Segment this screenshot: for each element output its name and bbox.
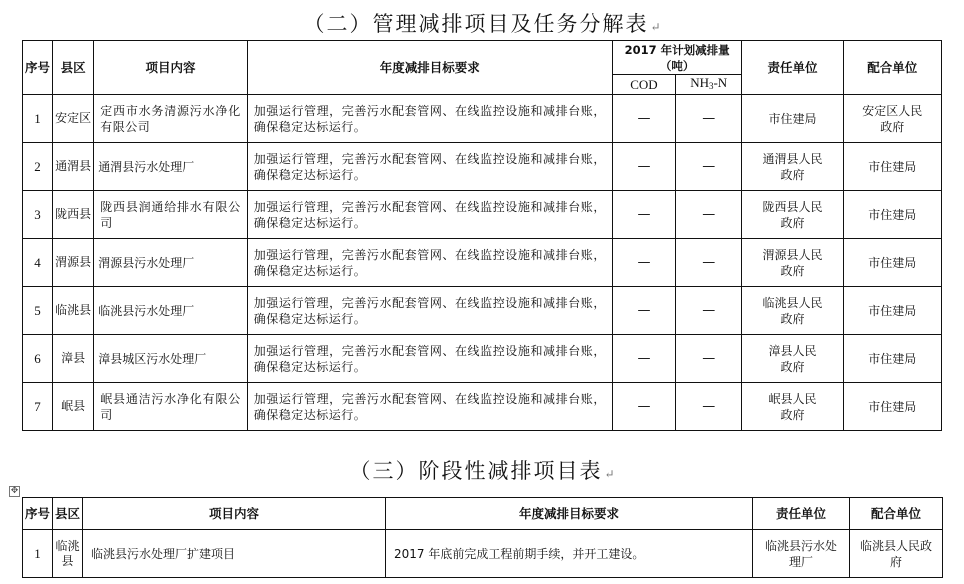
header-nh3n: $NH_3-N$ (676, 75, 742, 95)
header-project: 项目内容 (94, 41, 247, 95)
section3-title: （三）阶段性减排项目表 ↵ (349, 459, 615, 483)
row-cooperating: 市住建局 (843, 335, 941, 383)
row-nh3n: — (676, 239, 742, 287)
row-no: 7 (23, 383, 53, 431)
row-county: 漳县 (53, 335, 94, 383)
row-responsible: 通渭县人民政府 (742, 143, 843, 191)
row-no: 5 (23, 287, 53, 335)
row-project: 定西市水务清源污水净化有限公司 (94, 95, 247, 143)
header-county: 县区 (53, 498, 83, 530)
table-row (23, 95, 942, 143)
row-nh3n: — (676, 143, 742, 191)
header-county: 县区 (53, 41, 94, 95)
row-nh3n: — (676, 191, 742, 239)
row-no: 1 (23, 95, 53, 143)
table-row (23, 239, 942, 287)
row-no: 6 (23, 335, 53, 383)
row-cod: — (612, 191, 675, 239)
section2-title: （二）管理减排项目及任务分解表 ↵ (303, 12, 661, 36)
header-responsible: 责任单位 (742, 41, 843, 95)
row-no: 1 (23, 530, 53, 578)
table-row (23, 335, 942, 383)
row-cod: — (612, 383, 675, 431)
row-nh3n: — (676, 335, 742, 383)
row-county: 通渭县 (53, 143, 94, 191)
paragraph-mark-icon: ↵ (650, 20, 661, 34)
row-no: 2 (23, 143, 53, 191)
row-project: 渭源县污水处理厂 (94, 239, 247, 287)
table-row (23, 191, 942, 239)
row-target: 加强运行管理，完善污水配套管网、在线监控设施和减排台账，确保稳定达标运行。 (247, 191, 612, 239)
row-target: 加强运行管理，完善污水配套管网、在线监控设施和减排台账，确保稳定达标运行。 (247, 239, 612, 287)
row-cod: — (612, 335, 675, 383)
row-cooperating: 安定区人民政府 (843, 95, 941, 143)
row-target: 加强运行管理，完善污水配套管网、在线监控设施和减排台账，确保稳定达标运行。 (247, 287, 612, 335)
row-cod: — (612, 239, 675, 287)
row-cod: — (612, 95, 675, 143)
row-responsible: 渭源县人民政府 (742, 239, 843, 287)
header-cooperating: 配合单位 (843, 41, 941, 95)
row-project: 临洮县污水处理厂扩建项目 (83, 530, 386, 578)
row-county: 安定区 (53, 95, 94, 143)
row-project: 漳县城区污水处理厂 (94, 335, 247, 383)
header-responsible: 责任单位 (753, 498, 850, 530)
row-county: 渭源县 (53, 239, 94, 287)
header-no: 序号 (23, 41, 53, 95)
row-cod: — (612, 287, 675, 335)
row-cooperating: 市住建局 (843, 191, 941, 239)
row-target: 加强运行管理，完善污水配套管网、在线监控设施和减排台账，确保稳定达标运行。 (247, 95, 612, 143)
row-cooperating: 市住建局 (843, 143, 941, 191)
row-county: 岷县 (53, 383, 94, 431)
row-responsible: 市住建局 (742, 95, 843, 143)
header-cod: COD (612, 75, 675, 95)
header-no: 序号 (23, 498, 53, 530)
row-cooperating: 临洮县人民政府 (850, 530, 943, 578)
row-county: 临洮县 (53, 287, 94, 335)
row-project: 岷县通洁污水净化有限公司 (94, 383, 247, 431)
row-nh3n: — (676, 287, 742, 335)
header-plan: 2017 年计划减排量（吨） (612, 41, 741, 75)
row-county: 临洮县 (53, 530, 83, 578)
row-cooperating: 市住建局 (843, 383, 941, 431)
header-target: 年度减排目标要求 (247, 41, 612, 95)
row-nh3n: — (676, 95, 742, 143)
row-responsible: 漳县人民政府 (742, 335, 843, 383)
row-target: 加强运行管理，完善污水配套管网、在线监控设施和减排台账，确保稳定达标运行。 (247, 383, 612, 431)
row-target: 加强运行管理，完善污水配套管网、在线监控设施和减排台账，确保稳定达标运行。 (247, 335, 612, 383)
row-cod: — (612, 143, 675, 191)
row-responsible: 临洮县污水处理厂 (753, 530, 850, 578)
management-reduction-table (22, 40, 942, 431)
row-responsible: 陇西县人民政府 (742, 191, 843, 239)
row-project: 陇西县润通给排水有限公司 (94, 191, 247, 239)
header-cooperating: 配合单位 (850, 498, 943, 530)
phased-reduction-table (22, 497, 943, 578)
row-project: 临洮县污水处理厂 (94, 287, 247, 335)
table-move-handle-icon[interactable]: ✥ (10, 486, 19, 496)
row-cooperating: 市住建局 (843, 239, 941, 287)
row-no: 4 (23, 239, 53, 287)
table-row (23, 383, 942, 431)
row-nh3n: — (676, 383, 742, 431)
row-responsible: 岷县人民政府 (742, 383, 843, 431)
table-row (23, 530, 943, 578)
header-target: 年度减排目标要求 (386, 498, 753, 530)
row-project: 通渭县污水处理厂 (94, 143, 247, 191)
paragraph-mark-icon: ↵ (604, 467, 615, 481)
row-county: 陇西县 (53, 191, 94, 239)
row-no: 3 (23, 191, 53, 239)
table-row (23, 143, 942, 191)
row-target: 2017 年底前完成工程前期手续，并开工建设。 (386, 530, 753, 578)
table-row (23, 287, 942, 335)
header-project: 项目内容 (83, 498, 386, 530)
row-target: 加强运行管理，完善污水配套管网、在线监控设施和减排台账，确保稳定达标运行。 (247, 143, 612, 191)
row-cooperating: 市住建局 (843, 287, 941, 335)
row-responsible: 临洮县人民政府 (742, 287, 843, 335)
